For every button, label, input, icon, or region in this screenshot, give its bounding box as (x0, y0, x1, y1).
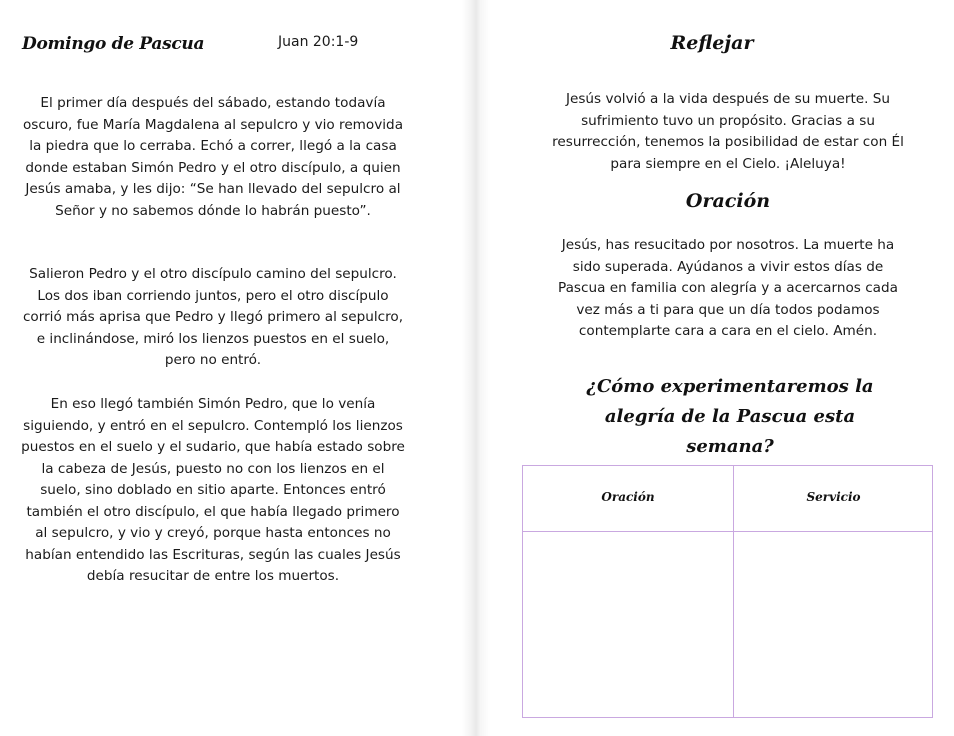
reflect-heading: Reflejar (670, 32, 754, 54)
activity-table (522, 465, 933, 718)
reflect-text: Jesús volvió a la vida después de su muerte. Su sufrimiento tuvo un propósito. Gracias a su resurrección, tenemos la posibilidad de estar con Él para siempre en el Cielo. ¡Aleluya! (552, 91, 904, 172)
page-gutter (462, 0, 490, 736)
table-cell-servicio[interactable] (734, 532, 933, 718)
gospel-paragraph-3: En eso llegó también Simón Pedro, que lo venía siguiendo, y entró en el sepulcro. Contempló los lienzos puestos en el suelo y el sudario, que había estado sobre la cabeza de Jesús, puesto no con los lienzos en el suelo, sino doblado en sitio aparte. Entonces entró también el otro discípulo, el que había llegado primero al sepulcro, y vio y creyó, porque hasta entonces no habían entendido las Escrituras, según las cuales Jesús debía resucitar de entre los muertos. (21, 396, 405, 584)
left-page (0, 0, 470, 736)
scripture-reference: Juan 20:1-9 (278, 34, 359, 50)
page-title: Domingo de Pascua (22, 34, 205, 54)
reflection-question: ¿Cómo experimentaremos la alegría de la Pascua esta semana? (586, 376, 874, 457)
table-header-servicio: Servicio (806, 490, 861, 504)
table-cell-oracion[interactable] (523, 532, 733, 718)
gospel-paragraph-2: Salieron Pedro y el otro discípulo camino del sepulcro. Los dos iban corriendo juntos, pero el otro discípulo corrió más aprisa que Pedro y llegó primero al sepulcro, e inclinándose, miró los lienzos puestos en el suelo, pero no entró. (22, 266, 404, 368)
prayer-text: Jesús, has resucitado por nosotros. La muerte ha sido superada. Ayúdanos a vivir estos días de Pascua en familia con alegría y a acercarnos cada vez más a ti para que un día todos podamos contemplarte cara a cara en el cielo. Amén. (558, 237, 898, 339)
gospel-paragraph-1: El primer día después del sábado, estando todavía oscuro, fue María Magdalena al sepulcro y vio removida la piedra que lo cerraba. Echó a correr, llegó a la casa donde estaban Simón Pedro y el otro discípulo, a quien Jesús amaba, y les dijo: “Se han llevado del sepulcro al Señor y no sabemos dónde lo habrán puesto”. (22, 95, 404, 219)
prayer-heading: Oración (685, 190, 771, 212)
table-header-oracion: Oración (601, 490, 655, 504)
right-page (470, 0, 954, 736)
